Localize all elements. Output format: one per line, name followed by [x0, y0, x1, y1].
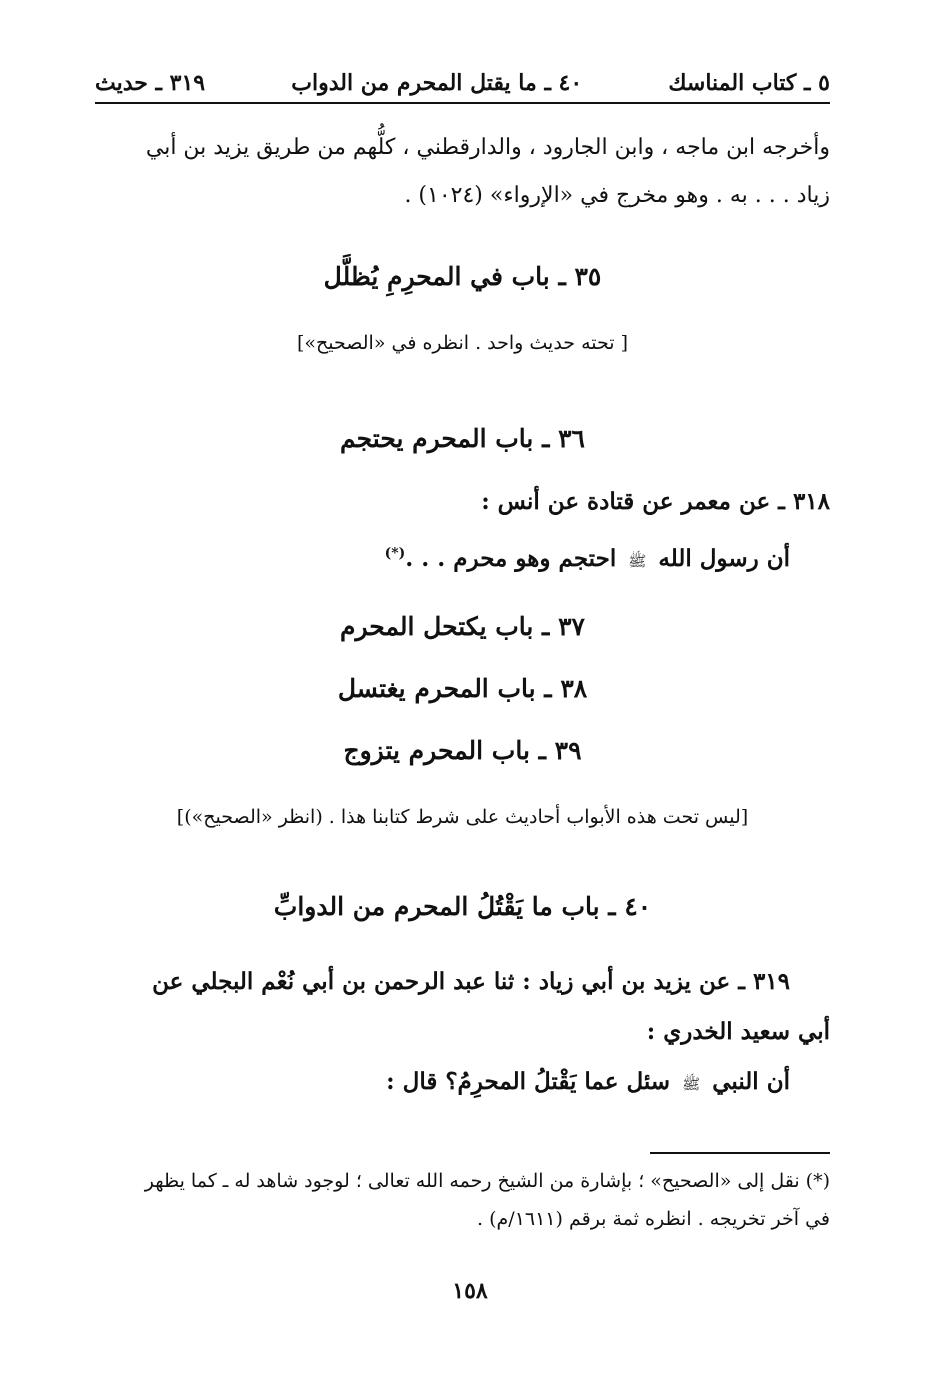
bab-38-heading: ٣٨ ـ باب المحرم يغتسل [337, 674, 588, 703]
bab-40-heading: ٤٠ ـ باب ما يَقْتُلُ المحرم من الدوابِّ [273, 892, 652, 921]
footnote-line-1: (*) نقل إلى «الصحيح» ؛ بإشارة من الشيخ رحمه الله تعالى ؛ لوجود شاهد له ـ كما يظهر [144, 1170, 830, 1192]
footnote-separator [650, 1152, 830, 1154]
bab-37-heading: ٣٧ ـ باب يكتحل المحرم [340, 612, 585, 641]
hadith-318-matn [385, 545, 790, 574]
intro-paragraph [95, 124, 830, 220]
salawat-symbol: ﷺ [682, 1075, 701, 1093]
bab-35-note: [ تحته حديث واحد . انظره في «الصحيح»] [296, 332, 628, 354]
intro-line-2: زياد . . . به . وهو مخرج في «الإرواء» (١٠٢٤) . [404, 183, 830, 208]
header-book-title: ٥ ـ كتاب المناسك [668, 70, 830, 96]
bab-39-heading: ٣٩ ـ باب المحرم يتزوج [343, 736, 582, 765]
bab-35-heading: ٣٥ ـ باب في المحرِمِ يُظلَّل [323, 262, 602, 291]
intro-line-1: وأخرجه ابن ماجه ، وابن الجارود ، والدارقطني ، كلُّهم من طريق يزيد بن أبي [145, 135, 830, 160]
page-number: ١٥٨ [452, 1278, 488, 1304]
hadith-318-matn-start: أن رسول الله [658, 545, 790, 572]
hadith-319 [95, 957, 830, 1109]
header-hadith-number: ٣١٩ ـ حديث [95, 70, 206, 96]
hadith-319-isnad-line-1: ٣١٩ ـ عن يزيد بن أبي زياد : ثنا عبد الرحمن بن أبي نُعْم البجلي عن [152, 968, 790, 995]
bab-37-39-note: [ليس تحت هذه الأبواب أحاديث على شرط كتابنا هذا . (انظر «الصحيح»)] [176, 806, 749, 828]
hadith-319-matn [95, 1057, 830, 1109]
salawat-symbol: ﷺ [628, 552, 647, 570]
bab-36-heading: ٣٦ ـ باب المحرم يحتجم [340, 424, 585, 453]
hadith-319-matn-start: أن النبي [712, 1068, 790, 1095]
footnote-marker: (*) [384, 545, 406, 562]
hadith-319-isnad-line-2: أبي سعيد الخدري : [646, 1018, 830, 1045]
hadith-318-isnad: ٣١٨ ـ عن معمر عن قتادة عن أنس : [481, 488, 830, 515]
footnote [95, 1162, 830, 1238]
footnote-line-2: في آخر تخريجه . انظره ثمة برقم (١٦١١/م) . [477, 1208, 830, 1230]
header-chapter-title: ٤٠ ـ ما يقتل المحرم من الدواب [291, 70, 583, 96]
hadith-318-matn-end: احتجم وهو محرم . . . [405, 545, 617, 572]
hadith-319-matn-end: سئل عما يَقْتلُ المحرِمُ؟ قال : [386, 1068, 671, 1095]
running-header [95, 68, 830, 104]
